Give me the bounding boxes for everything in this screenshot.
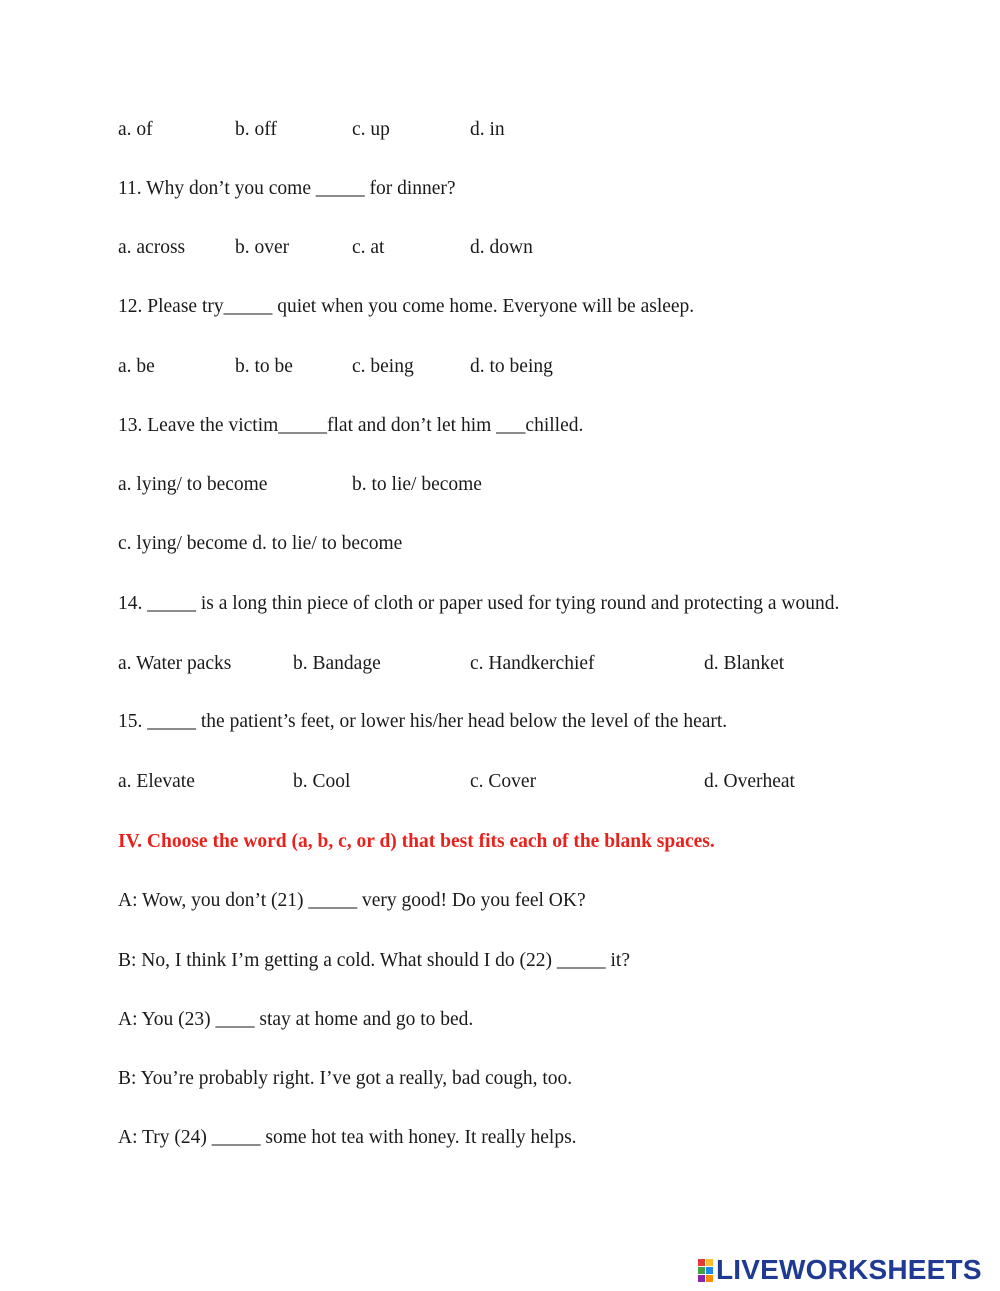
q12-question: 12. Please try_____ quiet when you come home. Everyone will be asleep. — [118, 296, 695, 317]
q10-option-b[interactable]: b. off — [235, 119, 277, 140]
q15-option-a[interactable]: a. Elevate — [118, 771, 195, 792]
q10-option-a[interactable]: a. of — [118, 119, 153, 140]
dialogue-line-24[interactable]: A: Try (24) _____ some hot tea with honey. It really helps. — [118, 1127, 577, 1148]
q15-option-d[interactable]: d. Overheat — [704, 771, 795, 792]
section-iv-heading: IV. Choose the word (a, b, c, or d) that best fits each of the blank spaces. — [118, 831, 715, 852]
q15-option-c[interactable]: c. Cover — [470, 771, 537, 792]
q10-option-c[interactable]: c. up — [352, 119, 390, 140]
logo-text: LIVEWORKSHEETS — [716, 1254, 982, 1285]
dialogue-line-plain: B: You’re probably right. I’ve got a really, bad cough, too. — [118, 1068, 573, 1089]
liveworksheets-logo — [698, 1254, 982, 1286]
q11-option-c[interactable]: c. at — [352, 237, 385, 258]
q12-option-a[interactable]: a. be — [118, 356, 155, 377]
q11-question: 11. Why don’t you come _____ for dinner? — [118, 178, 456, 199]
q11-option-d[interactable]: d. down — [470, 237, 533, 258]
q13-option-b[interactable]: b. to lie/ become — [352, 474, 482, 495]
logo-mark-icon — [698, 1259, 713, 1282]
dialogue-line-22[interactable]: B: No, I think I’m getting a cold. What should I do (22) _____ it? — [118, 950, 630, 971]
q13-question: 13. Leave the victim_____flat and don’t let him ___chilled. — [118, 415, 584, 436]
q12-option-c[interactable]: c. being — [352, 356, 414, 377]
dialogue-line-21[interactable]: A: Wow, you don’t (21) _____ very good! Do you feel OK? — [118, 890, 586, 911]
q15-question: 15. _____ the patient’s feet, or lower his/her head below the level of the heart. — [118, 711, 728, 732]
q14-option-c[interactable]: c. Handkerchief — [470, 653, 595, 674]
q10-option-d[interactable]: d. in — [470, 119, 505, 140]
q13-options-cd[interactable]: c. lying/ become d. to lie/ to become — [118, 533, 403, 554]
q14-option-b[interactable]: b. Bandage — [293, 653, 381, 674]
q11-option-a[interactable]: a. across — [118, 237, 186, 258]
q14-option-a[interactable]: a. Water packs — [118, 653, 232, 674]
q14-question: 14. _____ is a long thin piece of cloth or paper used for tying round and protecting a wound. — [118, 593, 840, 614]
q13-option-a[interactable]: a. lying/ to become — [118, 474, 268, 495]
q12-option-b[interactable]: b. to be — [235, 356, 293, 377]
q12-option-d[interactable]: d. to being — [470, 356, 553, 377]
q14-option-d[interactable]: d. Blanket — [704, 653, 785, 674]
dialogue-line-23[interactable]: A: You (23) ____ stay at home and go to bed. — [118, 1009, 474, 1030]
q11-option-b[interactable]: b. over — [235, 237, 290, 258]
q15-option-b[interactable]: b. Cool — [293, 771, 351, 792]
